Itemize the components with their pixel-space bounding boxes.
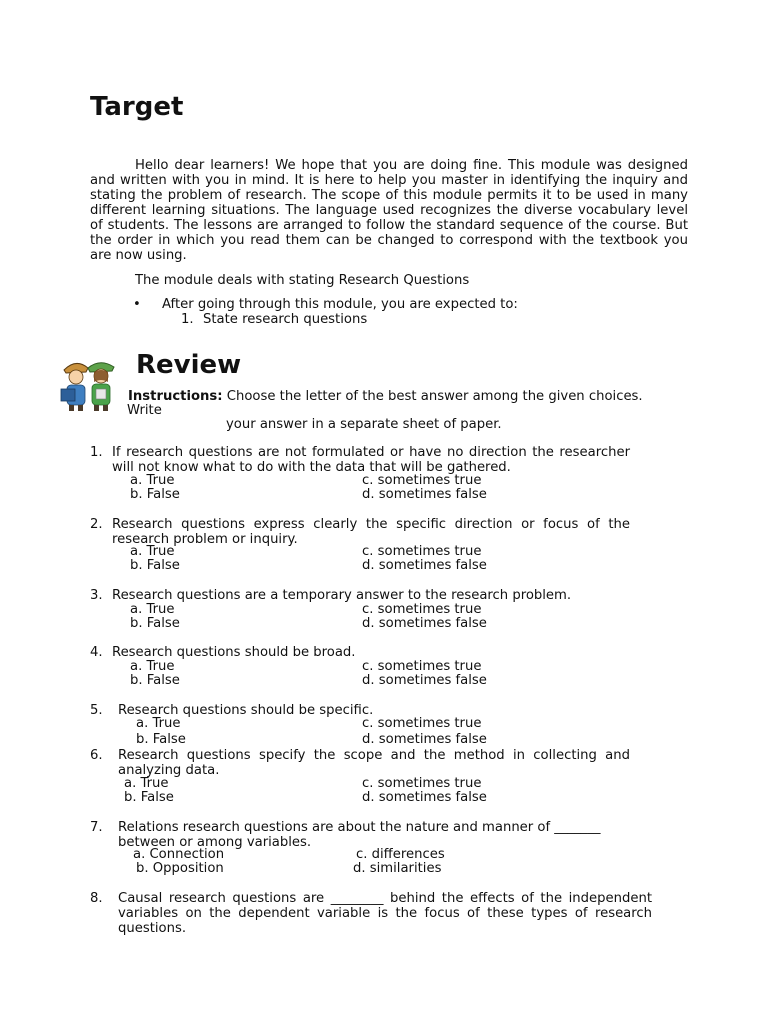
question-text: If research questions are not formulated or have no direction the researcher will not know what to do with the data that will be gathered. (112, 445, 630, 475)
question-number: 8. (90, 891, 103, 906)
option-c: c. sometimes true (362, 659, 482, 674)
option-c: c. sometimes true (362, 473, 482, 488)
option-d: d. sometimes false (362, 487, 487, 502)
option-b: b. False (130, 558, 180, 573)
option-b: b. False (130, 487, 180, 502)
option-d: d. sometimes false (362, 616, 487, 631)
question-number: 3. (90, 588, 103, 603)
option-a: a. True (130, 544, 175, 559)
option-d: d. sometimes false (362, 732, 487, 747)
intro-paragraph: Hello dear learners! We hope that you are doing fine. This module was designed and written with you in mind. It is here to help you master in identifying the inquiry and stating the problem of research. The scope of this module permits it to be used in many different learning situations. The language used recognizes the diverse vocabulary level of students. The lessons are arranged to follow the standard sequence of the course. But the order in which you read them can be changed to correspond with the textbook you are now using. (90, 158, 688, 263)
instructions-continuation: your answer in a separate sheet of paper. (226, 417, 502, 432)
question-text: Causal research questions are ________ behind the effects of the independent variables on the dependent variable is the focus of these types of research questions. (118, 891, 652, 936)
bullet-icon: • (133, 297, 141, 312)
question-text: Research questions express clearly the specific direction or focus of the research problem or inquiry. (112, 517, 630, 547)
question-text: Research questions should be broad. (112, 645, 356, 660)
question-number: 2. (90, 517, 103, 532)
option-a: a. True (130, 659, 175, 674)
option-b: b. False (130, 616, 180, 631)
instructions-line (128, 389, 643, 404)
question-text: Research questions are a temporary answer to the research problem. (112, 588, 572, 603)
option-a: a. True (124, 776, 169, 791)
objective-number: 1. (181, 312, 194, 327)
option-b: b. False (130, 673, 180, 688)
question-number: 6. (90, 748, 103, 763)
option-b: b. False (124, 790, 174, 805)
option-a: a. Connection (133, 847, 225, 862)
review-heading: Review (136, 350, 242, 380)
question-number: 5. (90, 703, 103, 718)
instructions-write: Write (127, 403, 162, 418)
option-b: b. Opposition (136, 861, 224, 876)
question-text: Research questions specify the scope and the method in collecting and analyzing data. (118, 748, 630, 778)
module-deals-text: The module deals with stating Research Questions (135, 273, 470, 288)
instructions-label: Instructions: (128, 389, 223, 404)
question-text: Research questions should be specific. (118, 703, 374, 718)
option-d: d. sometimes false (362, 790, 487, 805)
bullet-text: After going through this module, you are expected to: (162, 297, 518, 312)
option-d: d. sometimes false (362, 558, 487, 573)
option-c: c. sometimes true (362, 544, 482, 559)
students-reading-icon (58, 356, 120, 412)
question-number: 4. (90, 645, 103, 660)
target-heading: Target (90, 92, 184, 122)
option-c: c. differences (356, 847, 445, 862)
option-d: d. similarities (353, 861, 442, 876)
option-a: a. True (130, 602, 175, 617)
option-a: a. True (136, 716, 181, 731)
option-d: d. sometimes false (362, 673, 487, 688)
option-a: a. True (130, 473, 175, 488)
question-number: 7. (90, 820, 103, 835)
option-c: c. sometimes true (362, 776, 482, 791)
option-c: c. sometimes true (362, 602, 482, 617)
option-b: b. False (136, 732, 186, 747)
objective-text: State research questions (203, 312, 368, 327)
instructions-text: Choose the letter of the best answer among the given choices. (226, 389, 643, 404)
question-number: 1. (90, 445, 103, 460)
option-c: c. sometimes true (362, 716, 482, 731)
question-text: Relations research questions are about the nature and manner of _______ between or among variables. (118, 820, 601, 850)
